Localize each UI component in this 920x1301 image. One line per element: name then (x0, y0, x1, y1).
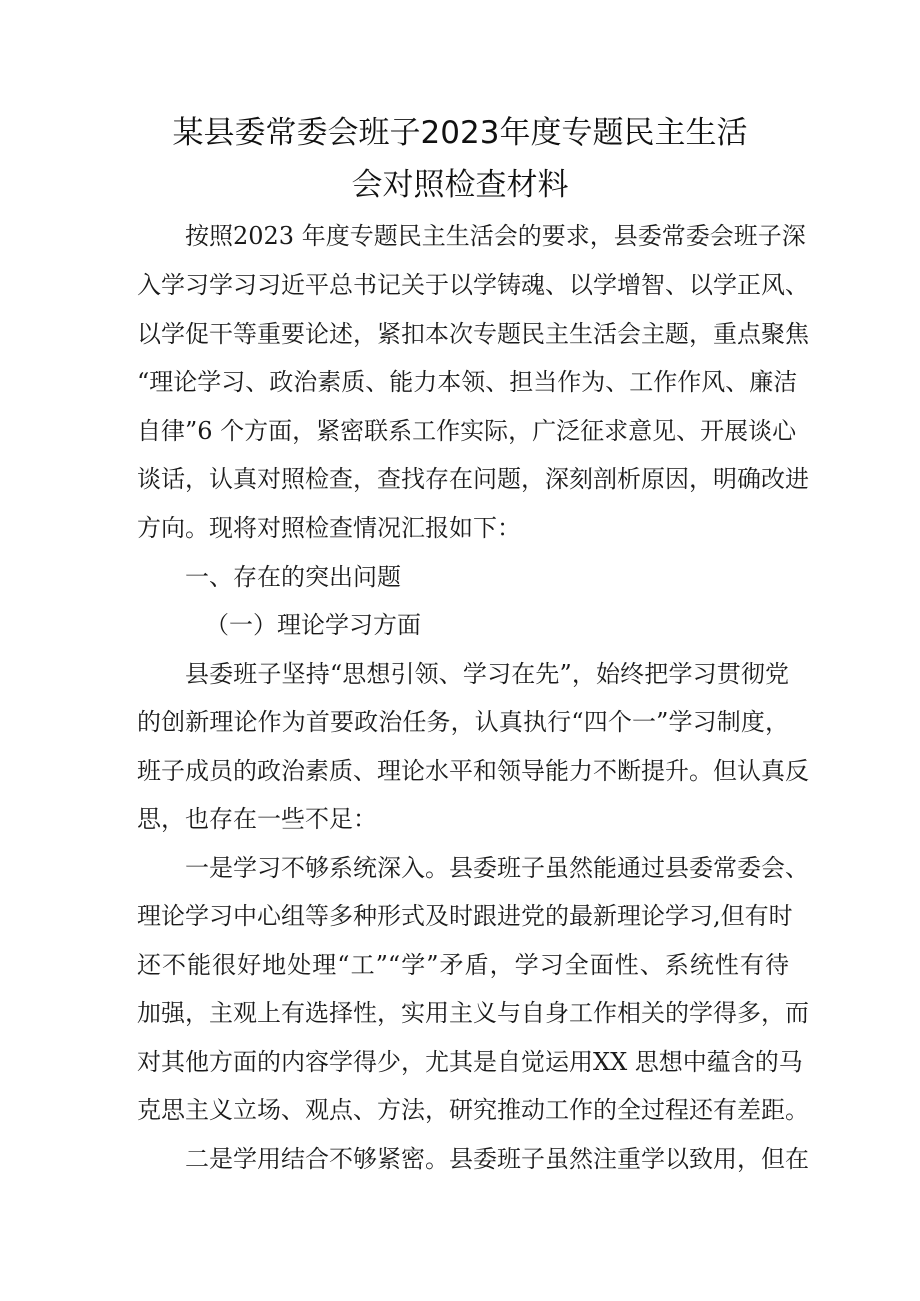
paragraph-line: 加强，主观上有选择性，实用主义与自身工作相关的学得多，而 (137, 999, 809, 1027)
paragraph-line: 以学促干等重要论述，紧扣本次专题民主生活会主题，重点聚焦 (137, 320, 809, 348)
paragraph-line: 克思主义立场、观点、方法，研究推动工作的全过程还有差距。 (137, 1096, 809, 1124)
paragraph-line: 理论学习中心组等多种形式及时跟进党的最新理论学习,但有时 (137, 902, 793, 930)
paragraph-line: 方向。现将对照检查情况汇报如下： (137, 514, 521, 542)
paragraph-line: 二是学用结合不够紧密。县委班子虽然注重学以致用，但在 (185, 1145, 809, 1173)
paragraph-line: 还不能很好地处理“工”“学”矛盾，学习全面性、系统性有待 (137, 951, 789, 979)
paragraph-line: 县委班子坚持“思想引领、学习在先”，始终把学习贯彻党 (185, 660, 789, 688)
paragraph-line: 的创新理论作为首要政治任务，认真执行“四个一”学习制度， (137, 708, 789, 736)
paragraph-line: 思，也存在一些不足： (137, 805, 377, 833)
document-title-line-1: 某县委常委会班子2023年度专题民主生活 (172, 115, 748, 151)
paragraph-line: 自律”6 个方面，紧密联系工作实际，广泛征求意见、开展谈心 (137, 417, 797, 445)
section-heading: 一、存在的突出问题 (185, 563, 401, 591)
paragraph-line: 对其他方面的内容学得少，尤其是自觉运用XX 思想中蕴含的马 (137, 1048, 803, 1076)
paragraph-line: 谈话，认真对照检查，查找存在问题，深刻剖析原因，明确改进 (137, 465, 809, 493)
paragraph-line: 班子成员的政治素质、理论水平和领导能力不断提升。但认真反 (137, 757, 809, 785)
subsection-heading: （一）理论学习方面 (205, 611, 421, 639)
paragraph-line: “理论学习、政治素质、能力本领、担当作为、工作作风、廉洁 (137, 368, 798, 396)
paragraph-line: 一是学习不够系统深入。县委班子虽然能通过县委常委会、 (185, 854, 809, 882)
document-title-line-2: 会对照检查材料 (351, 167, 569, 203)
paragraph-line: 入学习学习习近平总书记关于以学铸魂、以学增智、以学正风、 (137, 271, 809, 299)
paragraph-line: 按照2023 年度专题民主生活会的要求，县委常委会班子深 (185, 222, 806, 250)
